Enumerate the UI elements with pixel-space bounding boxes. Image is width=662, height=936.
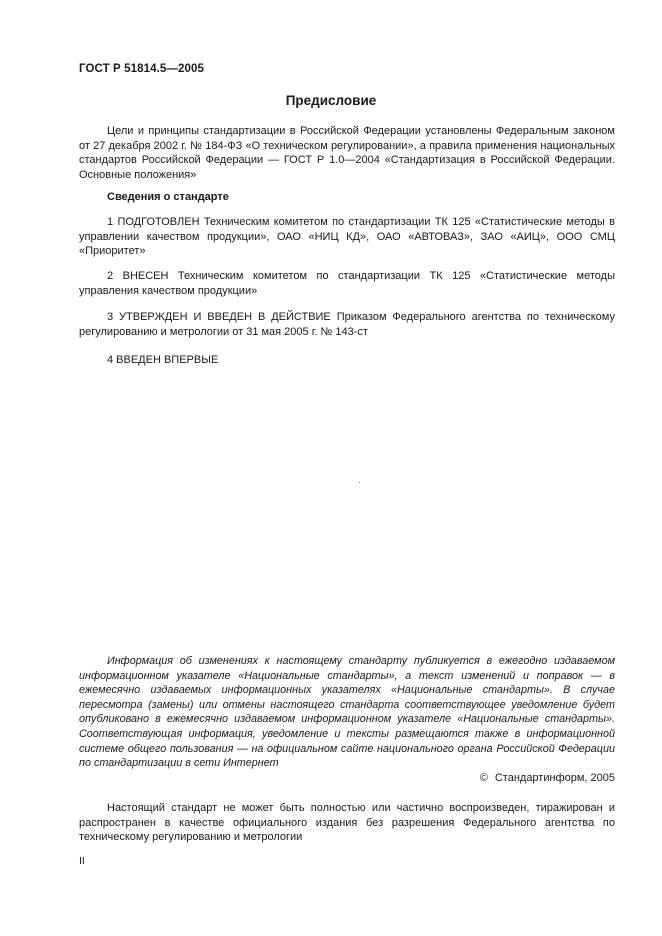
copyright-icon: © [479,772,488,784]
copyright-text: Стандартинформ, 2005 [494,772,615,784]
reproduction-notice: Настоящий стандарт не может быть полностью или частично воспроизведен, тиражирован и распространен в качестве официального издания без разрешения Федерального агентства по техническому регулированию и метрологии [79,802,615,843]
amendments-notice: Информация об изменениях к настоящему стандарту публикуется в ежегодно издаваемом информационном указателе «Национальные стандарты», а текст изменений и поправок — в ежемесячно издаваемых информационных указателях «Национальные стандарты». В случае пересмотра (замены) или отмены настоящего стандарта соответствующее уведомление будет опубликовано в ежемесячно издаваемом информационном указателе «Национальные стандарты». Соответствующая информация, уведомление и тексты размещаются также в информационной системе общего пользования — на официальном сайте национального органа Российской Федерации по стандартизации в сети Интернет [79,655,615,770]
info-item-4: 4 ВВЕДЕН ВПЕРВЫЕ [107,354,219,366]
intro-paragraph: Цели и принципы стандартизации в Российской Федерации установлены Федеральным законом от 27 декабря 2002 г. № 184-ФЗ «О техническом регулировании», а правила применения национальных стандартов Российской Федерации — ГОСТ Р 1.0—2004 «Стандартизация в Российской Федерации. Основные положения» [79,125,615,181]
info-item-2: 2 ВНЕСЕН Техническим комитетом по стандартизации ТК 125 «Статистические методы управления качеством продукции» [79,270,615,297]
document-id: ГОСТ Р 51814.5—2005 [79,63,204,75]
section-heading: Сведения о стандарте [107,191,229,203]
page-number: II [79,855,85,867]
info-item-1: 1 ПОДГОТОВЛЕН Техническим комитетом по стандартизации ТК 125 «Статистические методы в управлении качеством продукции», ОАО «НИЦ КД», ОАО «АВТОВАЗ», ЗАО «АИЦ», ООО СМЦ «Приоритет» [79,216,615,257]
stray-mark [359,482,360,483]
info-item-3: 3 УТВЕРЖДЕН И ВВЕДЕН В ДЕЙСТВИЕ Приказом Федерального агентства по техническому регулированию и метрологии от 31 мая 2005 г. № 143-ст [79,311,615,338]
page-title: Предисловие [285,93,377,108]
copyright-line [480,772,615,784]
